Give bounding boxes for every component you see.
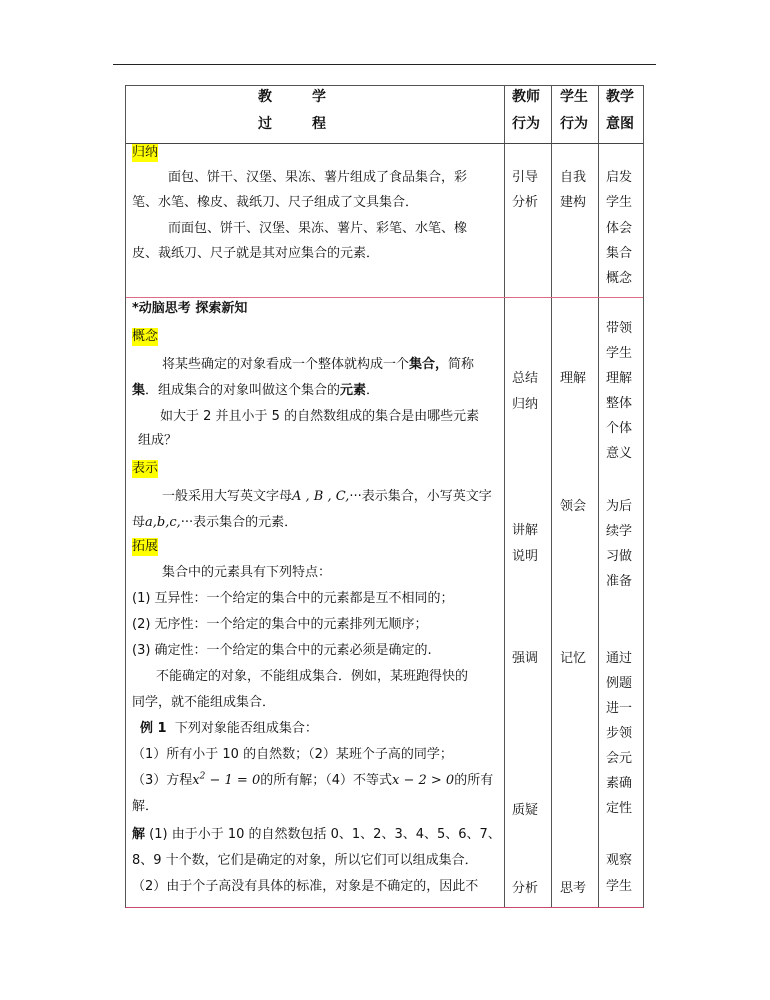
s2-intent: 带领 [606, 321, 633, 336]
s2-intent: 意义 [606, 446, 633, 461]
s2-intent: 续学 [606, 524, 633, 539]
s2-intent: 例题 [606, 676, 633, 691]
s2-intent: 通过 [606, 651, 633, 666]
s2-student: 理解 [560, 371, 587, 386]
s1-intent: 学生 [606, 195, 633, 210]
header-row-divider [126, 143, 643, 144]
header-intent-2: 意图 [606, 116, 634, 132]
section-divider [126, 297, 643, 298]
s1-teacher-1: 引导 [512, 170, 539, 185]
s2-intent: 个体 [606, 421, 633, 436]
notation-line-2: 母a,b,c,···表示集合的元素． [132, 515, 298, 530]
induction-line-2: 笔、水笔、橡皮、裁纸刀、尺子组成了文具集合． [132, 195, 419, 210]
s2-teacher: 总结 [512, 371, 539, 386]
s2-intent: 习做 [606, 549, 633, 564]
column-divider [504, 86, 505, 907]
header-process-2: 学 [312, 89, 326, 105]
s2-intent: 会元 [606, 751, 633, 766]
header-process-3: 过 [258, 116, 272, 132]
s2-intent: 整体 [606, 396, 633, 411]
header-student-1: 学生 [560, 89, 588, 105]
tag-concept: 概念 [132, 329, 159, 344]
s2-intent: 理解 [606, 371, 633, 386]
header-teacher-1: 教师 [512, 89, 540, 105]
section-title: *动脑思考 探索新知 [132, 301, 248, 316]
page-top-rule [113, 64, 656, 65]
tag-notation: 表示 [132, 461, 159, 476]
example-items-1-2: （1）所有小于 10 的自然数；（2）某班个子高的同学； [132, 747, 453, 762]
header-process-1: 教 [258, 89, 272, 105]
header-student-2: 行为 [560, 116, 588, 132]
example-item-4-end: 解． [132, 799, 159, 814]
header-intent-1: 教学 [606, 89, 634, 105]
solution-line-1: 解 (1) 由于小于 10 的自然数包括 0、1、2、3、4、5、6、7、 [132, 827, 501, 842]
s2-teacher: 质疑 [512, 803, 539, 818]
s1-student-2: 建构 [560, 195, 587, 210]
example-items-3-4: （3）方程$x^2 - 1 = 0$的所有解；（4）不等式x − 2 > 0的所有 [132, 771, 494, 788]
tag-induction: 归纳 [132, 145, 159, 160]
s2-teacher: 讲解 [512, 523, 539, 538]
feature-3: (3) 确定性：一个给定的集合中的元素必须是确定的. [132, 643, 432, 658]
s2-intent: 学生 [606, 346, 633, 361]
s2-teacher: 归纳 [512, 397, 539, 412]
s2-intent: 为后 [606, 499, 633, 514]
solution-line-2: 8、9 十个数，它们是确定的对象，所以它们可以组成集合． [132, 853, 478, 868]
induction-line-1: 面包、饼干、汉堡、果冻、薯片组成了食品集合，彩 [168, 170, 468, 185]
features-intro: 集合中的元素具有下列特点： [162, 565, 332, 580]
s1-student-1: 自我 [560, 170, 587, 185]
s1-teacher-2: 分析 [512, 195, 539, 210]
column-divider [598, 86, 599, 907]
concept-line-1: 将某些确定的对象看成一个整体就构成一个集合，简称 [162, 357, 475, 372]
feature-2: (2) 无序性：一个给定的集合中的元素排列无顺序； [132, 617, 428, 632]
s2-intent: 素确 [606, 776, 633, 791]
s2-intent: 进一 [606, 701, 633, 716]
s2-intent: 准备 [606, 574, 633, 589]
s2-teacher: 说明 [512, 549, 539, 564]
s2-intent: 观察 [606, 853, 633, 868]
s2-student: 领会 [560, 499, 587, 514]
feature-1: (1) 互异性：一个给定的集合中的元素都是互不相同的； [132, 591, 454, 606]
tag-extension: 拓展 [132, 539, 159, 554]
note-line-1: 不能确定的对象，不能组成集合．例如，某班跑得快的 [156, 669, 469, 684]
s2-teacher: 强调 [512, 651, 539, 666]
header-teacher-2: 行为 [512, 116, 540, 132]
concept-line-2: 集．组成集合的对象叫做这个集合的元素． [132, 383, 380, 398]
header-process-4: 程 [312, 116, 326, 132]
s1-intent: 体会 [606, 221, 633, 236]
example-heading: 例 1 下列对象能否组成集合： [140, 721, 318, 736]
s1-intent: 集合 [606, 246, 633, 261]
column-divider [551, 86, 552, 907]
notation-line-1: 一般采用大写英文字母A , B , C,···表示集合，小写英文字 [162, 489, 492, 504]
solution-line-3: （2）由于个子高没有具体的标准，对象是不确定的，因此不 [132, 879, 479, 894]
lesson-plan-table [125, 85, 644, 908]
induction-line-4: 皮、裁纸刀、尺子就是其对应集合的元素． [132, 246, 380, 261]
note-line-2: 同学，就不能组成集合． [132, 695, 276, 710]
induction-line-3: 而面包、饼干、汉堡、果冻、薯片、彩笔、水笔、橡 [168, 221, 468, 236]
s1-intent: 启发 [606, 170, 633, 185]
question-line-1: 如大于 2 并且小于 5 的自然数组成的集合是由哪些元素 [160, 409, 480, 424]
s1-intent: 概念 [606, 271, 633, 286]
s2-student: 记忆 [560, 651, 587, 666]
s2-intent: 学生 [606, 879, 633, 894]
s2-teacher: 分析 [512, 881, 539, 896]
question-line-2: 组成？ [138, 433, 178, 448]
s2-intent: 定性 [606, 801, 633, 816]
s2-intent: 步领 [606, 726, 633, 741]
s2-student: 思考 [560, 881, 587, 896]
